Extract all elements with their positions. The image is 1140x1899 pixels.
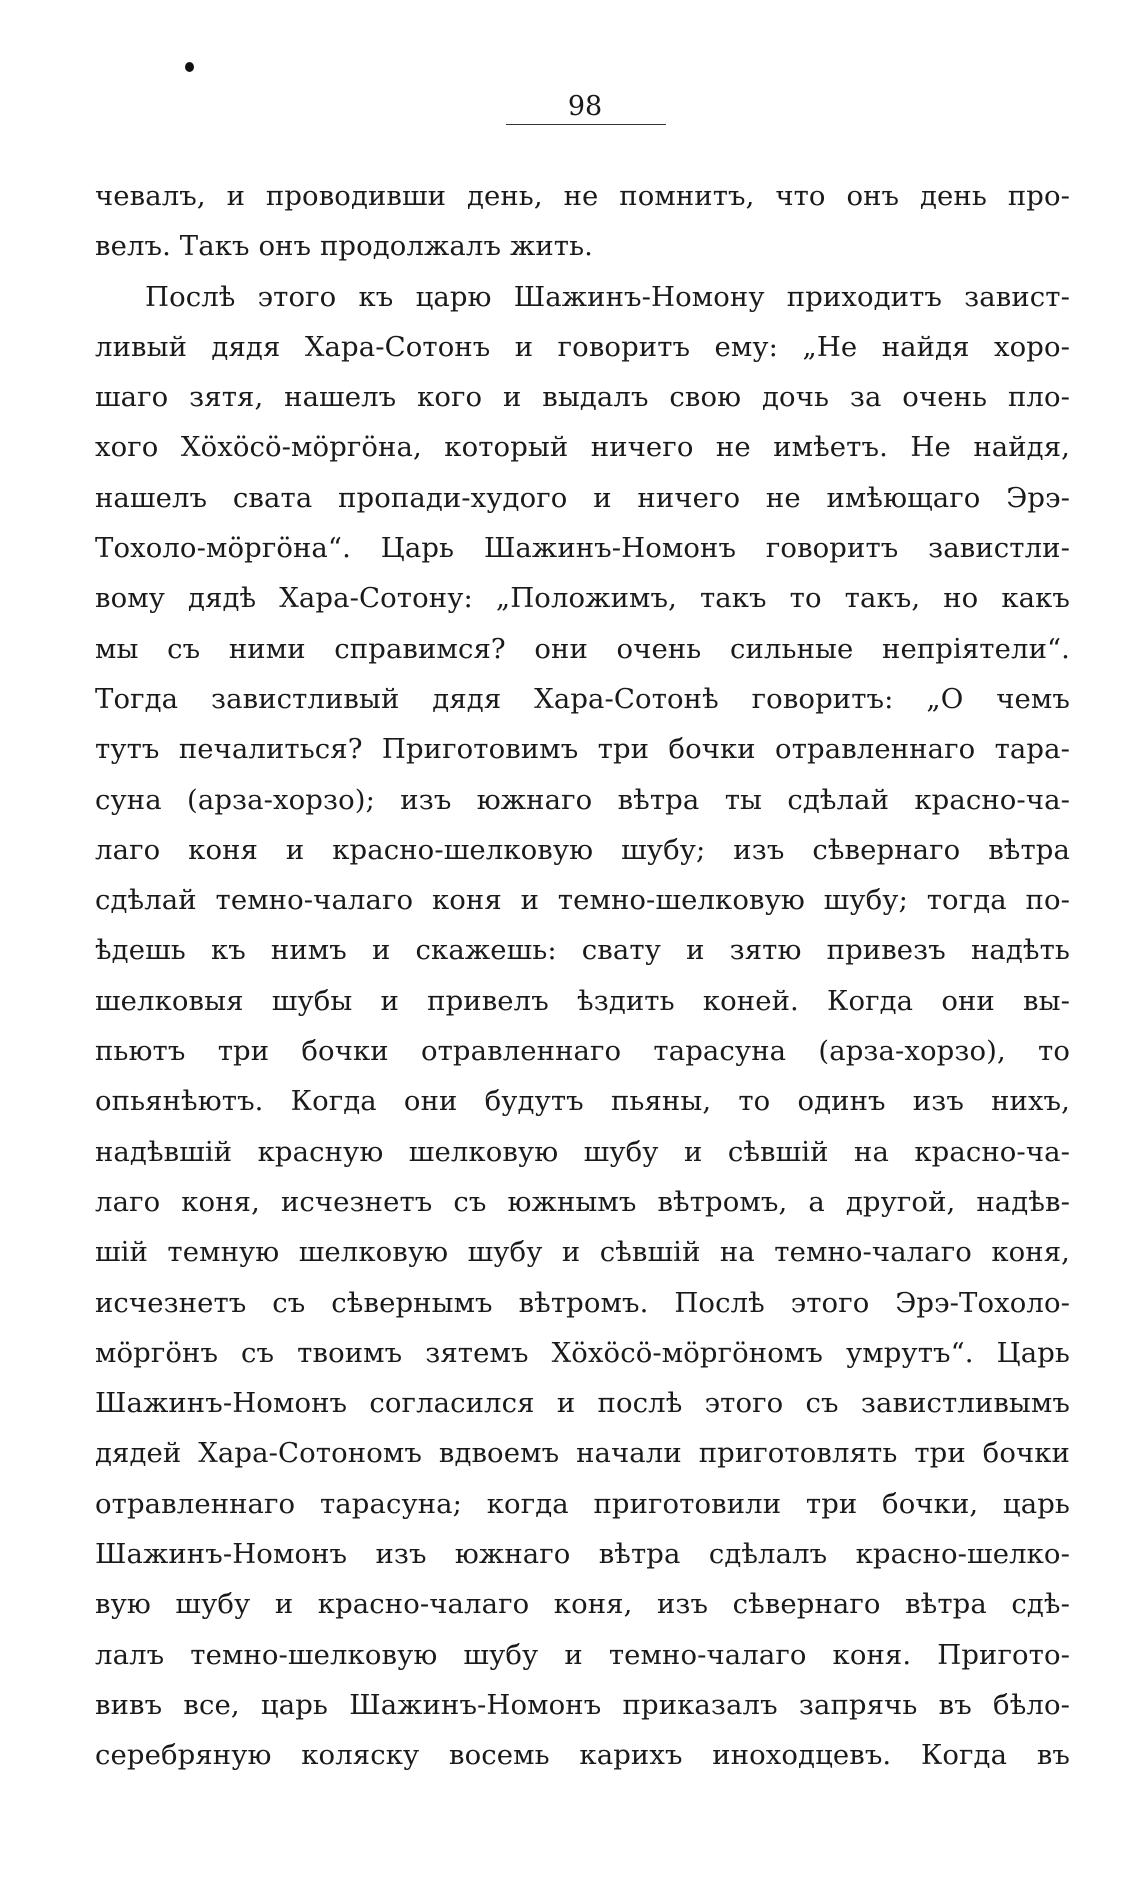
text-line: серебряную коляску восемь карихъ иноходцевъ. Когда въ: [95, 1739, 1070, 1772]
text-line: надѣвшій красную шелковую шубу и сѣвшій на красно-ча-: [95, 1135, 1070, 1168]
text-line: хого Хӧхӧсӧ-мӧргӧна, который ничего не имѣетъ. Не найдя,: [95, 431, 1070, 464]
text-line: нашелъ свата пропади-худого и ничего не имѣющаго Эрэ-: [95, 481, 1070, 514]
text-line: лалъ темно-шелковую шубу и темно-чалаго коня. Пригото-: [95, 1638, 1070, 1671]
page-number-rule: [506, 124, 666, 125]
text-line: Шажинъ-Номонъ изъ южнаго вѣтра сдѣлалъ красно-шелко-: [95, 1538, 1070, 1571]
text-line: дядей Хара-Сотономъ вдвоемъ начали приготовлять три бочки: [95, 1437, 1070, 1470]
text-line: сдѣлай темно-чалаго коня и темно-шелковую шубу; тогда по-: [95, 884, 1070, 917]
text-line: шій темную шелковую шубу и сѣвшій на темно-чалаго коня,: [95, 1236, 1070, 1269]
text-line: Послѣ этого къ царю Шажинъ-Номону приходитъ завист-: [145, 280, 1070, 313]
text-line: шаго зятя, нашелъ кого и выдалъ свою дочь за очень пло-: [95, 381, 1070, 414]
text-line: мы съ ними справимся? они очень сильные непріятели“.: [95, 632, 1070, 665]
text-line: лаго коня и красно-шелковую шубу; изъ сѣвернаго вѣтра: [95, 833, 1070, 866]
text-line: Тохоло-мӧргӧна“. Царь Шажинъ-Номонъ говоритъ завистли-: [95, 532, 1070, 565]
text-line: велъ. Такъ онъ продолжалъ жить.: [95, 230, 593, 263]
text-line: опьянѣютъ. Когда они будутъ пьяны, то одинъ изъ нихъ,: [95, 1085, 1070, 1118]
text-line: ливый дядя Хара-Сотонъ и говоритъ ему: „Не найдя хоро-: [95, 330, 1070, 363]
text-line: вую шубу и красно-чалаго коня, изъ сѣвернаго вѣтра сдѣ-: [95, 1588, 1070, 1621]
text-line: ѣдешь къ нимъ и скажешь: свату и зятю привезъ надѣть: [95, 934, 1070, 967]
body-text: [95, 171, 1070, 1781]
text-line: лаго коня, исчезнетъ съ южнымъ вѣтромъ, а другой, надѣв-: [95, 1185, 1070, 1218]
text-line: шелковыя шубы и привелъ ѣздить коней. Когда они вы-: [95, 984, 1070, 1017]
text-line: вивъ все, царь Шажинъ-Номонъ приказалъ запрячь въ бѣло-: [95, 1688, 1070, 1721]
text-line: вому дядѣ Хара-Сотону: „Положимъ, такъ то такъ, но какъ: [95, 582, 1070, 615]
text-line: тутъ печалиться? Приготовимъ три бочки отравленнаго тара-: [95, 733, 1070, 766]
text-line: Шажинъ-Номонъ согласился и послѣ этого съ завистливымъ: [95, 1387, 1070, 1420]
text-line: Тогда завистливый дядя Хара-Сотонѣ говоритъ: „О чемъ: [95, 682, 1070, 715]
text-line: отравленнаго тарасуна; когда приготовили три бочки, царь: [95, 1487, 1070, 1520]
page-number: 98: [567, 91, 603, 122]
text-line: исчезнетъ съ сѣвернымъ вѣтромъ. Послѣ этого Эрэ-Тохоло-: [95, 1286, 1070, 1319]
text-line: пьютъ три бочки отравленнаго тарасуна (арза-хорзо), то: [95, 1035, 1070, 1068]
text-line: мӧргӧнъ съ твоимъ зятемъ Хӧхӧсӧ-мӧргӧномъ умрутъ“. Царь: [95, 1336, 1070, 1369]
text-line: чевалъ, и проводивши день, не помнитъ, что онъ день про-: [95, 180, 1070, 212]
text-line: суна (арза-хорзо); изъ южнаго вѣтра ты сдѣлай красно-ча-: [95, 783, 1070, 816]
ink-dot: [185, 62, 194, 72]
